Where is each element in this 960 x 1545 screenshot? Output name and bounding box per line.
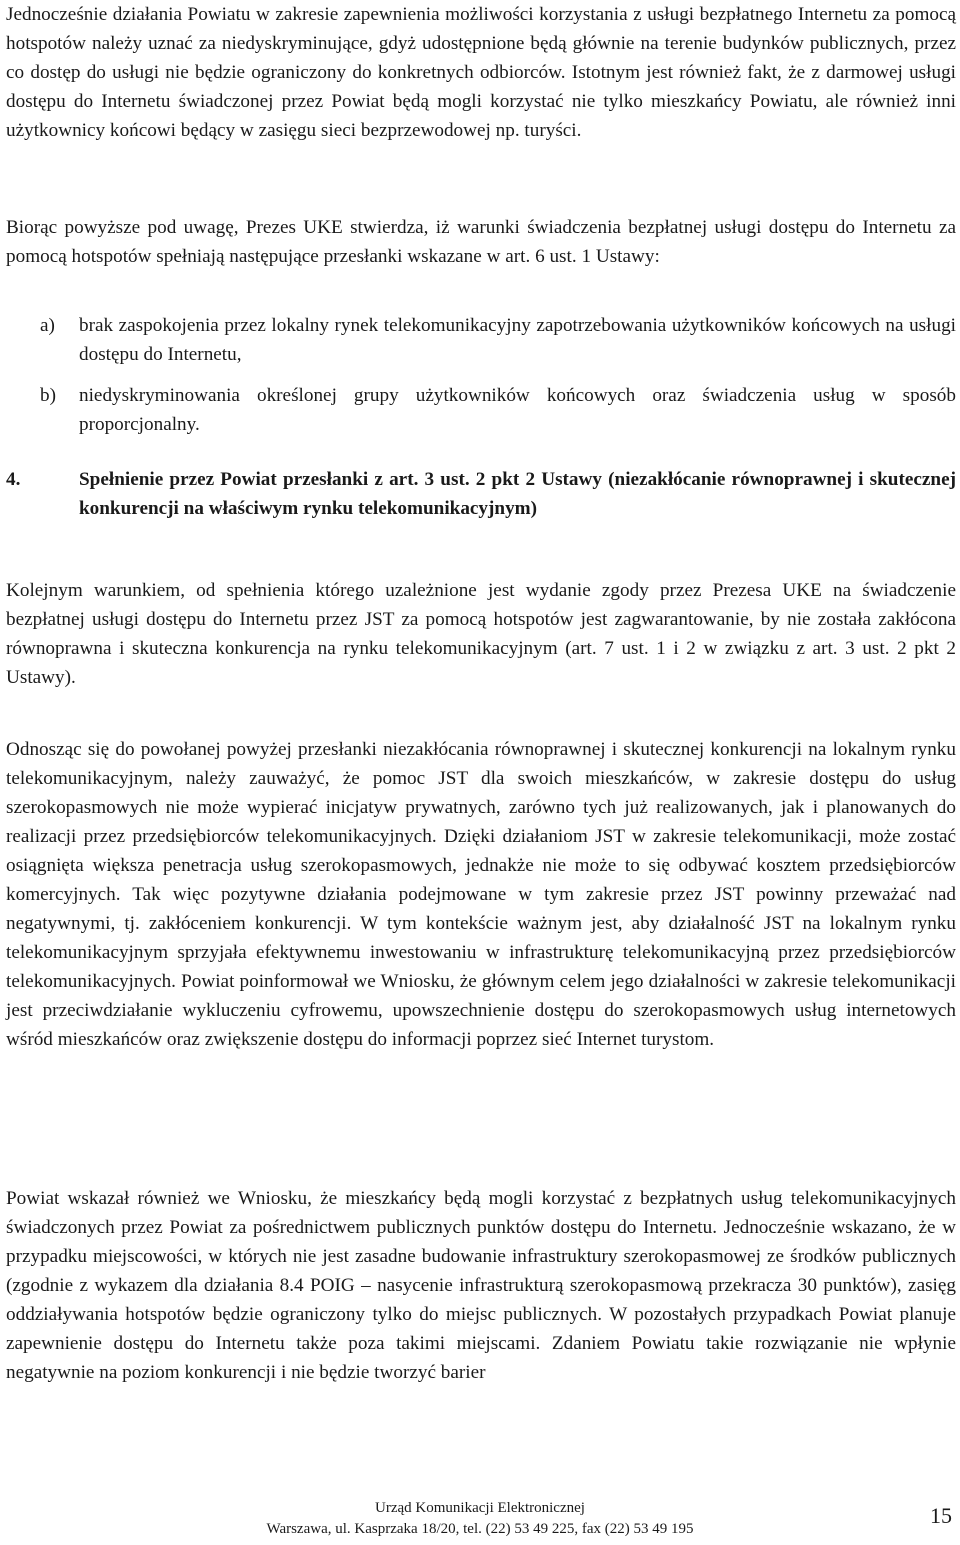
- paragraph-4: Odnosząc się do powołanej powyżej przesłanki niezakłócania równoprawnej i skutecznej konkurencji na lokalnym rynku telekomunikacyjnym, należy zauważyć, że pomoc JST dla swoich mieszkańców, w zakresie dostępu do usług szerokopasmowych nie może wypierać inicjatyw prywatnych, zarówno tych już realizowanych, jak i planowanych do realizacji przez przedsiębiorców telekomunikacyjnych. Dzięki działaniom JST w zakresie telekomunikacji, może zostać osiągnięta większa penetracja usług szerokopasmowych, jednakże nie może to się odbywać kosztem przedsiębiorców komercyjnych. Tak więc pozytywne działania podejmowane w tym zakresie przez JST powinny przeważać nad negatywnymi, tj. zakłóceniem konkurencji. W tym kontekście ważnym jest, aby działalność JST na lokalnym rynku telekomunikacyjnym sprzyjała efektywnemu inwestowaniu w infrastrukturę telekomunikacyjną przez przedsiębiorców telekomunikacyjnych. Powiat poinformował we Wniosku, że głównym celem jego działalności w zakresie telekomunikacji jest przeciwdziałanie wykluczeniu cyfrowemu, upowszechnienie dostępu do szerokopasmowych usług internetowych wśród mieszkańców oraz zwiększenie dostępu do informacji poprzez sieć Internet turystom.: [6, 739, 956, 1050]
- list-item-text: brak zaspokojenia przez lokalny rynek telekomunikacyjny zapotrzebowania użytkowników końcowych na usługi dostępu do Internetu,: [79, 315, 956, 365]
- conditions-list: [6, 311, 956, 439]
- paragraph-1: Jednocześnie działania Powiatu w zakresie zapewnienia możliwości korzystania z usługi bezpłatnego Internetu za pomocą hotspotów należy uznać za niedyskryminujące, gdyż udostępnione będą głównie na terenie budynków publicznych, przez co dostęp do usługi nie będzie ograniczony do konkretnych odbiorców. Istotnym jest również fakt, że z darmowej usługi dostępu do Internetu świadczonej przez Powiat będą mogli korzystać nie tylko mieszkańcy Powiatu, ale również inni użytkownicy końcowi będący w zasięgu sieci bezprzewodowej np. turyści.: [6, 4, 956, 141]
- page-number: 15: [930, 1503, 952, 1528]
- paragraph-3: Kolejnym warunkiem, od spełnienia którego uzależnione jest wydanie zgody przez Prezesa UKE na świadczenie bezpłatnej usługi dostępu do Internetu przez JST za pomocą hotspotów jest zagwarantowanie, by nie została zakłócona równoprawna i skuteczna konkurencja na rynku telekomunikacyjnym (art. 7 ust. 1 i 2 w związku z art. 3 ust. 2 pkt 2 Ustawy).: [6, 580, 956, 688]
- list-item: [6, 311, 956, 369]
- section-title: Spełnienie przez Powiat przesłanki z art. 3 ust. 2 pkt 2 Ustawy (niezakłócanie równoprawnej i skutecznej konkurencji na właściwym rynku telekomunikacyjnym): [79, 469, 956, 519]
- paragraph-2: Biorąc powyższe pod uwagę, Prezes UKE stwierdza, iż warunki świadczenia bezpłatnej usługi dostępu do Internetu za pomocą hotspotów spełniają następujące przesłanki wskazane w art. 6 ust. 1 Ustawy:: [6, 217, 956, 267]
- list-item-text: niedyskryminowania określonej grupy użytkowników końcowych oraz świadczenia usług w sposób proporcjonalny.: [79, 385, 956, 435]
- list-marker: a): [40, 315, 55, 336]
- list-item: [6, 381, 956, 439]
- page-footer: [0, 1498, 960, 1542]
- section-heading: [6, 465, 956, 523]
- section-number: 4.: [6, 469, 21, 490]
- footer-organization: Urząd Komunikacji Elektronicznej: [375, 1500, 585, 1516]
- paragraph-5: Powiat wskazał również we Wniosku, że mieszkańcy będą mogli korzystać z bezpłatnych usług telekomunikacyjnych świadczonych przez Powiat za pośrednictwem publicznych punktów dostępu do Internetu. Jednocześnie wskazano, że w przypadku miejscowości, w których nie jest zasadne budowanie infrastruktury szerokopasmowej ze środków publicznych (zgodnie z wykazem dla działania 8.4 POIG – nasycenie infrastrukturą szerokopasmową przekracza 30 punktów), zasięg oddziaływania hotspotów będzie ograniczony tylko do miejsc publicznych. W pozostałych przypadkach Powiat planuje zapewnienie dostępu do Internetu także poza takimi miejscami. Zdaniem Powiatu takie rozwiązanie nie wpłynie negatywnie na poziom konkurencji i nie będzie tworzyć barier: [6, 1188, 956, 1383]
- list-marker: b): [40, 385, 56, 406]
- footer-address: Warszawa, ul. Kasprzaka 18/20, tel. (22) 53 49 225, fax (22) 53 49 195: [266, 1521, 694, 1537]
